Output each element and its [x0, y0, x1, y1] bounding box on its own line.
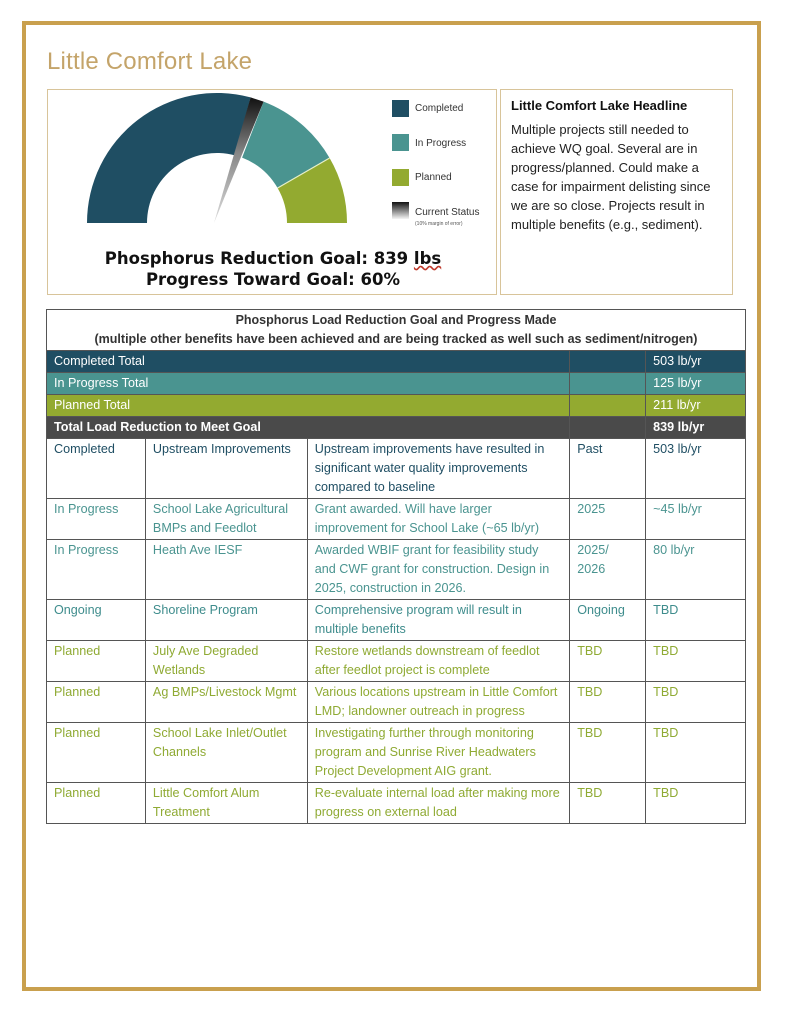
status-cell: Planned	[47, 783, 146, 824]
gauge-segment-completed	[87, 93, 251, 223]
reduction-cell: ~45 lb/yr	[646, 499, 746, 540]
status-cell: Planned	[47, 723, 146, 783]
timeline-cell: TBD	[570, 641, 646, 682]
timeline-cell: TBD	[570, 783, 646, 824]
description-cell: Investigating further through monitoring program and Sunrise River Headwaters Project Development AIG grant.	[307, 723, 569, 783]
timeline-cell: TBD	[570, 682, 646, 723]
table-row	[47, 439, 746, 499]
table-caption-title: Phosphorus Load Reduction Goal and Progress Made	[235, 313, 557, 327]
legend-item-current-status: Current Status (10% margin of error)	[415, 207, 480, 227]
timeline-cell: 2025	[570, 499, 646, 540]
goal-caption: Phosphorus Reduction Goal: 839 lbs	[104, 249, 442, 268]
reduction-cell: 80 lb/yr	[646, 540, 746, 600]
summary-row-completed: Completed Total 503 lb/yr	[47, 351, 746, 373]
status-cell: Completed	[47, 439, 146, 499]
project-cell: Shoreline Program	[145, 600, 307, 641]
reduction-cell: TBD	[646, 783, 746, 824]
reduction-cell: TBD	[646, 600, 746, 641]
legend-item-completed: Completed	[415, 102, 464, 114]
summary-row-total: Total Load Reduction to Meet Goal 839 lb/yr	[47, 417, 746, 439]
project-cell: July Ave Degraded Wetlands	[145, 641, 307, 682]
table-row	[47, 783, 746, 824]
description-cell: Restore wetlands downstream of feedlot after feedlot project is complete	[307, 641, 569, 682]
phosphorus-progress-table	[46, 309, 746, 824]
project-cell: Little Comfort Alum Treatment	[145, 783, 307, 824]
status-cell: Planned	[47, 682, 146, 723]
legend-item-in-progress: In Progress	[415, 137, 467, 149]
project-cell: Upstream Improvements	[145, 439, 307, 499]
reduction-cell: TBD	[646, 641, 746, 682]
summary-row-in-progress: In Progress Total 125 lb/yr	[47, 373, 746, 395]
timeline-cell: TBD	[570, 723, 646, 783]
headline-title: Little Comfort Lake Headline	[511, 98, 688, 113]
gauge-chart	[47, 89, 497, 295]
status-cell: In Progress	[47, 540, 146, 600]
status-cell: Ongoing	[47, 600, 146, 641]
timeline-cell: Ongoing	[570, 600, 646, 641]
headline-box	[500, 89, 733, 295]
description-cell: Comprehensive program will result in multiple benefits	[307, 600, 569, 641]
table-row	[47, 600, 746, 641]
status-cell: Planned	[47, 641, 146, 682]
status-cell: In Progress	[47, 499, 146, 540]
project-cell: Ag BMPs/Livestock Mgmt	[145, 682, 307, 723]
table-row	[47, 641, 746, 682]
timeline-cell: 2025/ 2026	[570, 540, 646, 600]
project-cell: School Lake Inlet/Outlet Channels	[145, 723, 307, 783]
legend-item-planned: Planned	[415, 171, 452, 183]
description-cell: Re-evaluate internal load after making more progress on external load	[307, 783, 569, 824]
description-cell: Upstream improvements have resulted in significant water quality improvements compared to baseline	[307, 439, 569, 499]
reduction-cell: TBD	[646, 682, 746, 723]
table-row	[47, 682, 746, 723]
project-cell: School Lake Agricultural BMPs and Feedlot	[145, 499, 307, 540]
progress-caption: Progress Toward Goal: 60%	[145, 270, 401, 289]
description-cell: Grant awarded. Will have larger improvement for School Lake (~65 lb/yr)	[307, 499, 569, 540]
table-caption-subtitle: (multiple other benefits have been achieved and are being tracked as well such as sediment/nitrogen)	[94, 332, 698, 346]
table-row	[47, 540, 746, 600]
headline-body: Multiple projects still needed to achieve WQ goal. Several are in progress/planned. Could make a case for impairment delisting since we are so close. Projects result in multiple benefits (e.g., sediment).	[511, 122, 711, 232]
description-cell: Awarded WBIF grant for feasibility study and CWF grant for construction. Design in 2025, construction in 2026.	[307, 540, 569, 600]
summary-row-planned: Planned Total 211 lb/yr	[47, 395, 746, 417]
reduction-cell: 503 lb/yr	[646, 439, 746, 499]
reduction-cell: TBD	[646, 723, 746, 783]
timeline-cell: Past	[570, 439, 646, 499]
description-cell: Various locations upstream in Little Comfort LMD; landowner outreach in progress	[307, 682, 569, 723]
table-caption	[47, 310, 746, 351]
table-row	[47, 723, 746, 783]
project-cell: Heath Ave IESF	[145, 540, 307, 600]
page-title: Little Comfort Lake	[47, 48, 253, 75]
table-row	[47, 499, 746, 540]
